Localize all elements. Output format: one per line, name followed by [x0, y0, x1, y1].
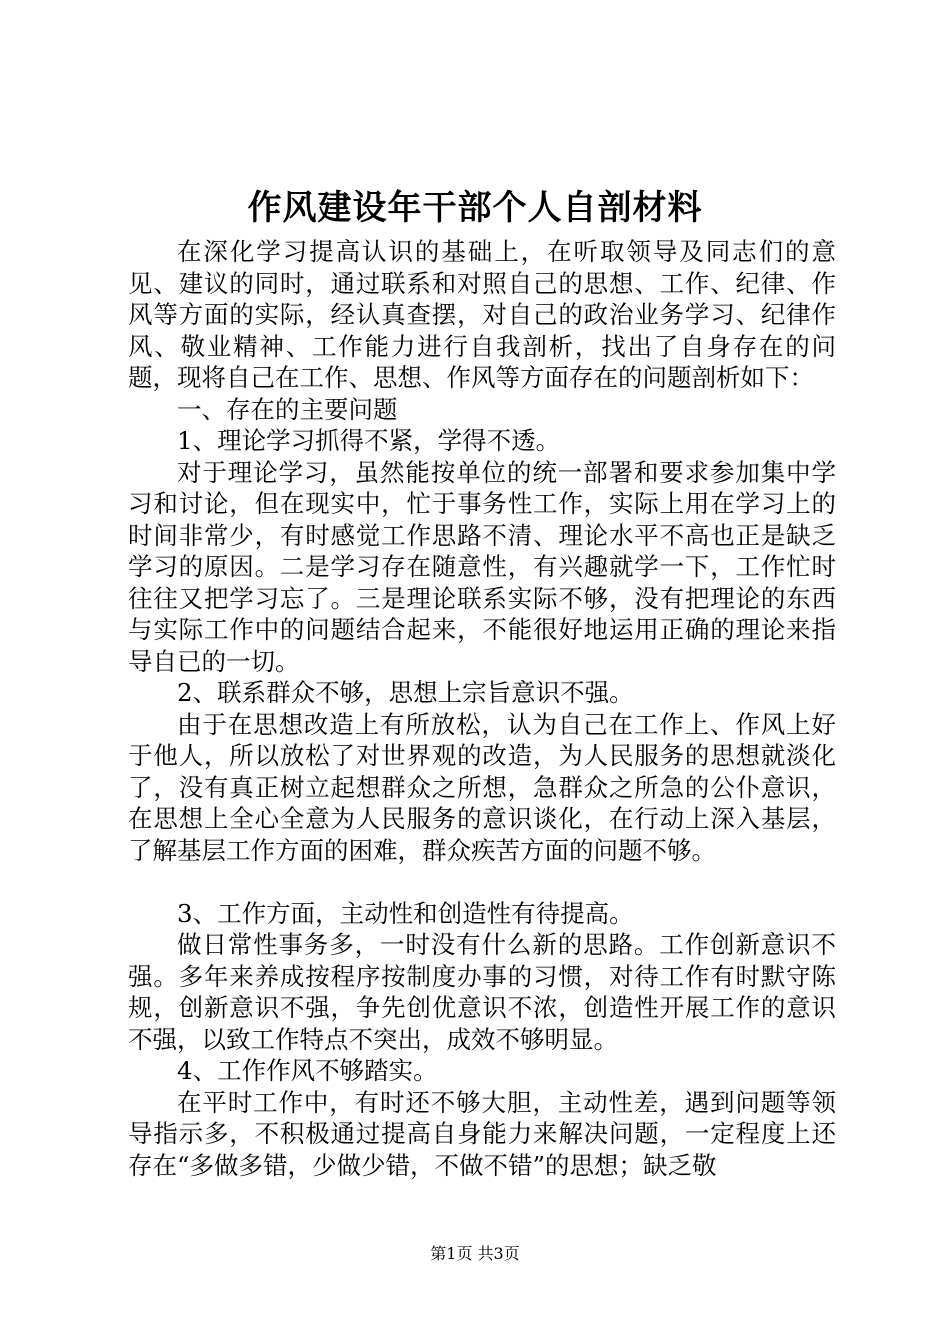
- item-heading-2: 2、联系群众不够，思想上宗旨意识不强。: [177, 678, 634, 707]
- item-heading-1: 1、理论学习抓得不紧，学得不透。: [177, 426, 561, 455]
- paragraph-item-3: 做日常性事务多，一时没有什么新的思路。工作创新意识不强。多年来养成按程序按制度办事的习惯，对待工作有时默守陈规，创新意识不强，争先创优意识不浓，创造性开展工作的意识不强，以致工作特点不突出，成效不够明显。: [128, 930, 836, 1054]
- page-footer: 第1页 共3页: [430, 1244, 520, 1263]
- blank-line: [128, 866, 836, 898]
- document-body: [128, 236, 836, 1181]
- item-heading-4: 4、工作作风不够踏实。: [177, 1056, 438, 1085]
- paragraph-item-1: 对于理论学习，虽然能按单位的统一部署和要求参加集中学习和讨论，但在现实中，忙于事务性工作，实际上用在学习上的时间非常少，有时感觉工作思路不清、理论水平不高也正是缺乏学习的原因。二是学习存在随意性，有兴趣就学一下，工作忙时往往又把学习忘了。三是理论联系实际不够，没有把理论的东西与实际工作中的问题结合起来，不能很好地运用正确的理论来指导自已的一切。: [128, 457, 836, 676]
- paragraph-item-2: 由于在思想改造上有所放松，认为自己在工作上、作风上好于他人，所以放松了对世界观的改造，为人民服务的思想就淡化了，没有真正树立起想群众之所想，急群众之所急的公仆意识，在思想上全心全意为人民服务的意识谈化，在行动上深入基层，了解基层工作方面的困难，群众疾苦方面的问题不够。: [128, 709, 836, 865]
- paragraph-item-4: 在平时工作中，有时还不够大胆，主动性差，遇到问题等领导指示多，不积极通过提高自身能力来解决问题，一定程度上还存在“多做多错，少做少错，不做不错”的思想；缺乏敬: [128, 1087, 836, 1180]
- document-title: 作风建设年干部个人自剖材料: [247, 188, 703, 228]
- paragraph-intro: 在深化学习提高认识的基础上，在听取领导及同志们的意见、建议的同时，通过联系和对照自己的思想、工作、纪律、作风等方面的实际，经认真查摆，对自己的政治业务学习、纪律作风、敬业精神、工作能力进行自我剖析，找出了自身存在的问题，现将自己在工作、思想、作风等方面存在的问题剖析如下：: [128, 237, 836, 392]
- section-heading: 一、存在的主要问题: [177, 394, 398, 424]
- item-heading-3: 3、工作方面，主动性和创造性有待提高。: [177, 898, 634, 928]
